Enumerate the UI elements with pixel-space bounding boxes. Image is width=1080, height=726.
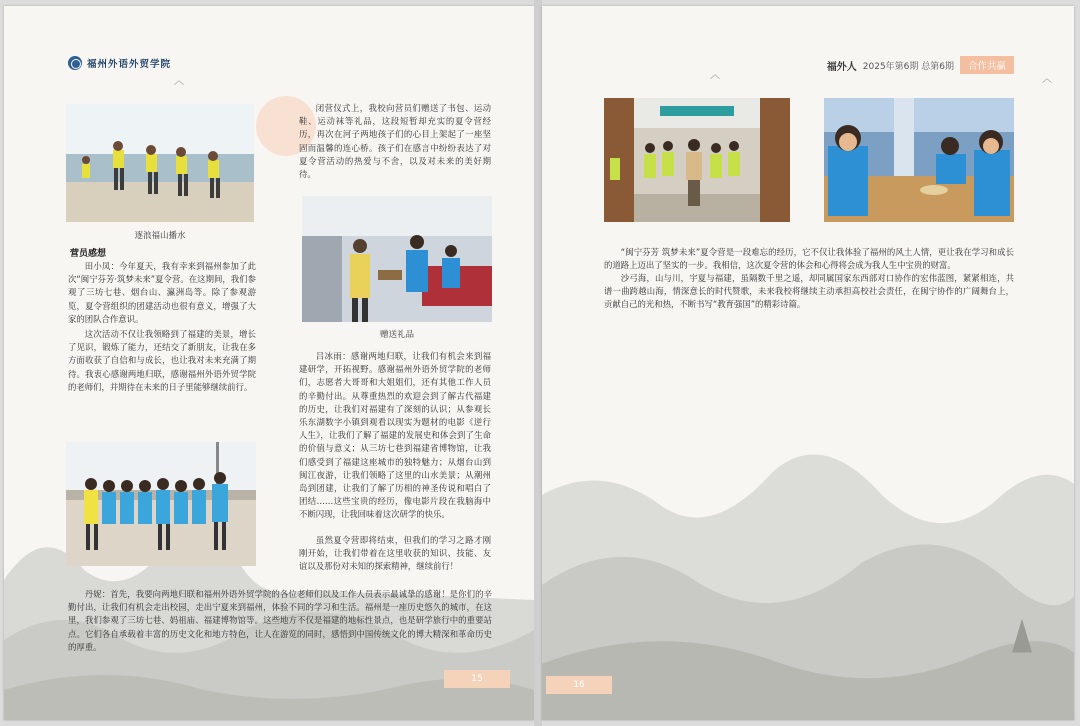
paragraph-tian: 田小凤：今年夏天，我有幸来到福州参加了此次“闽宁芬芳·筑梦未来”夏令营。在这期间，我们参观了三坊七巷、烟台山、瀛洲岛等。除了参观游览，夏令营组织的团建活动也很有意义，增强了大家的团队合作意识。 — [68, 261, 256, 324]
column-badge: 合作共赢 — [960, 56, 1014, 74]
corridor-photo — [604, 98, 790, 222]
page-number-right: 16 — [546, 676, 612, 694]
magazine-title: 福外人 — [826, 61, 857, 73]
beach-photo — [66, 104, 254, 222]
paragraph-danni: 丹妮：首先，我要向两地归联和福州外语外贸学院的各位老师们以及工作人员表示最诚挚的感谢！是你们的辛勤付出，让我们有机会走出校园，走出宁夏来到福州，体验不同的学习和生活。福州是一座历史悠久的城市，在这里，我们参观了三坊七巷、妈祖庙、福建博物馆等。这些地方不仅是福建的地标性景点，也是研学旅行中的重要站点。它们各自承载着丰富的历史文化和地方特色，让人在游览的同时，感悟到中国传统文化的博大精深和革命历史的厚重。 — [68, 589, 492, 652]
spine-gutter — [534, 0, 542, 726]
right-page — [542, 6, 1074, 720]
paragraph-outlook: 沙弓海，山与川，宇夏与福建，虽隔数千里之遥，却同属国家东西部对口协作的宏伟蓝图，紧紧相连，共谱一曲跨越山海，情深意长的时代赞歌，未来我校将继续主动承担高校社会责任，在闽宁协作的广阔舞台上，贡献自己的光和热，不断书写“教育强国”的精彩诗篇。 — [604, 273, 1014, 310]
beach-photo-caption: 逐浪福山播水 — [134, 231, 186, 241]
students-smile-photo — [824, 98, 1014, 222]
bird-icon: ︿ — [1042, 74, 1052, 85]
page-header — [827, 56, 1014, 74]
gift-photo — [302, 196, 492, 322]
school-logo — [68, 56, 171, 70]
group-photo — [66, 442, 256, 566]
school-name: 福州外语外贸学院 — [87, 59, 172, 70]
bird-icon: ︿ — [710, 70, 720, 81]
paragraph-closing-ceremony: 闭营仪式上，我校向营员们赠送了书包、运动鞋、运动袜等礼品，这段短暂却充实的夏令营经历，再次在河子两地孩子们的心目上架起了一座坚固而温馨的连心桥。孩子们在感言中纷纷表达了对夏令营活动的热爱与不舍，以及对未来的美好期待。 — [299, 103, 491, 180]
paragraph-lv: 吕冰雨：感谢两地归联，让我们有机会来到福建研学，开拓视野。感谢福州外语外贸学院的老师们，志愿者大哥哥和大姐姐们，还有其他工作人员的辛勤付出。从尊重热烈的欢迎会到了解古代福建的历史，让我们对福建有了深刻的认识；从参观长乐东湖数字小镇到观看以现实为题材的电影《逆行人生》，让我们了解了福建的发展史和体会到了生命的价值与意义；从三坊七巷到福建省博物馆，让我们感受到了福建这座城市的独特魅力；从烟台山到闽江夜游，让我们领略了这里的山水美景；从潮州岛到团建，让我们了解了历相的神圣传说和唱白了团结……这些宝贵的经历，像电影片段在我脑海中不断闪现，让我回味着这次研学的快乐。 — [299, 351, 491, 520]
bird-icon: ︿ — [174, 76, 184, 87]
left-page — [4, 6, 534, 720]
paragraph-tian-2: 这次活动不仅让我领略到了福建的美景，增长了见识，锻炼了能力，还结交了新朋友，让我在多方面收获了自信和与成长，也让我对未来充满了期待。我衷心感谢两地归联，感谢福州外语外贸学院的老师们，并期待在未来的日子里能够继续前行。 — [68, 329, 256, 392]
paragraph-lv-end: 虽然夏令营即将结束，但我们的学习之路才刚刚开始，让我们带着在这里收获的知识、技能、友谊以及那份对未知的探索精神，继续前行！ — [299, 535, 491, 572]
issue-info: 2025年第6期 总第6期 — [862, 61, 954, 72]
section-heading: 营员感想 — [70, 249, 107, 259]
page-number-left: 15 — [444, 670, 510, 688]
ink-mountains-right — [542, 360, 1074, 720]
paragraph-summary: “闽宁芬芳 筑梦未来”夏令营是一段难忘的经历，它不仅让我体验了福州的风土人情，更让我在学习和成长的道路上迈出了坚实的一步。我相信，这次夏令营的体会和心得将会成为我人生中宝贵的财富。 — [604, 247, 1014, 271]
school-emblem-icon — [68, 56, 82, 70]
gift-photo-caption: 赠送礼品 — [379, 330, 414, 340]
